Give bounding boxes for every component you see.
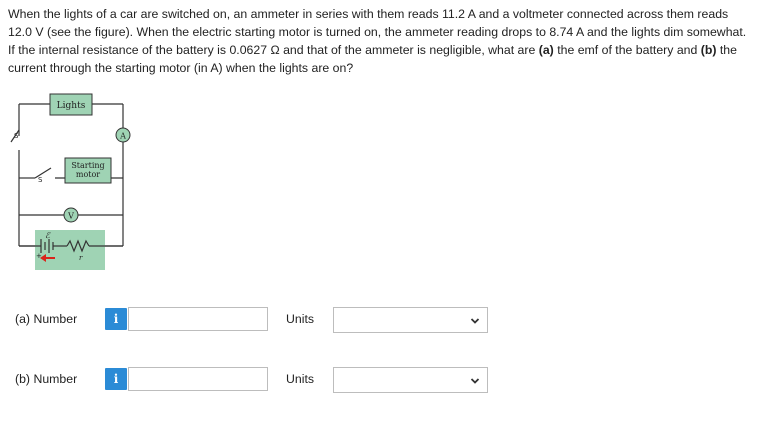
units-select-a[interactable]	[333, 307, 488, 333]
chevron-down-icon	[470, 316, 480, 326]
answer-b-number-label: Number	[33, 372, 78, 386]
emf-label: ℰ	[45, 231, 50, 240]
lights-label: Lights	[56, 101, 86, 111]
units-label-b: Units	[286, 372, 315, 386]
ammeter-label: A	[120, 131, 126, 141]
chevron-down-icon	[470, 376, 480, 386]
number-input-b[interactable]	[128, 367, 268, 391]
motor-label-2: motor	[75, 170, 101, 179]
answer-a-number-label: Number	[33, 312, 78, 326]
answer-a-part: (a)	[15, 312, 31, 326]
question-text-part-1: When the lights of a car are switched on, an ammeter in series with them reads 11.2 A and a voltmeter connected across them reads 12.0 V (see the figure). When the electric starting motor is turned on, the ammeter reading drops to 8.74 A and the lights dim somewhat. If the internal resistance of the battery is 0.0627 Ω and that of the ammeter is negligible, what are	[8, 7, 747, 57]
switch-top-label: S	[14, 132, 19, 140]
answer-a-label	[15, 312, 77, 326]
question-text-part-3: the current through the starting motor (in A) when the lights are on?	[8, 43, 737, 75]
plus-label: +	[36, 252, 42, 260]
switch-mid-label: S	[38, 176, 43, 184]
motor-label-1: Starting	[71, 161, 105, 170]
part-b-ref: (b)	[700, 43, 717, 57]
answer-b-label	[15, 372, 77, 386]
info-icon[interactable]: i	[105, 368, 127, 390]
answer-b-part: (b)	[15, 372, 31, 386]
question-text-part-2: the emf of the battery and	[553, 43, 701, 57]
question-text	[8, 5, 753, 77]
part-a-ref: (a)	[538, 43, 554, 57]
units-label-a: Units	[286, 312, 315, 326]
circuit-diagram	[5, 90, 135, 280]
internal-resistance-label: r	[79, 254, 83, 262]
info-icon[interactable]: i	[105, 308, 127, 330]
voltmeter-label: V	[68, 211, 74, 221]
number-input-a[interactable]	[128, 307, 268, 331]
circuit-figure	[5, 90, 135, 280]
units-select-b[interactable]	[333, 367, 488, 393]
